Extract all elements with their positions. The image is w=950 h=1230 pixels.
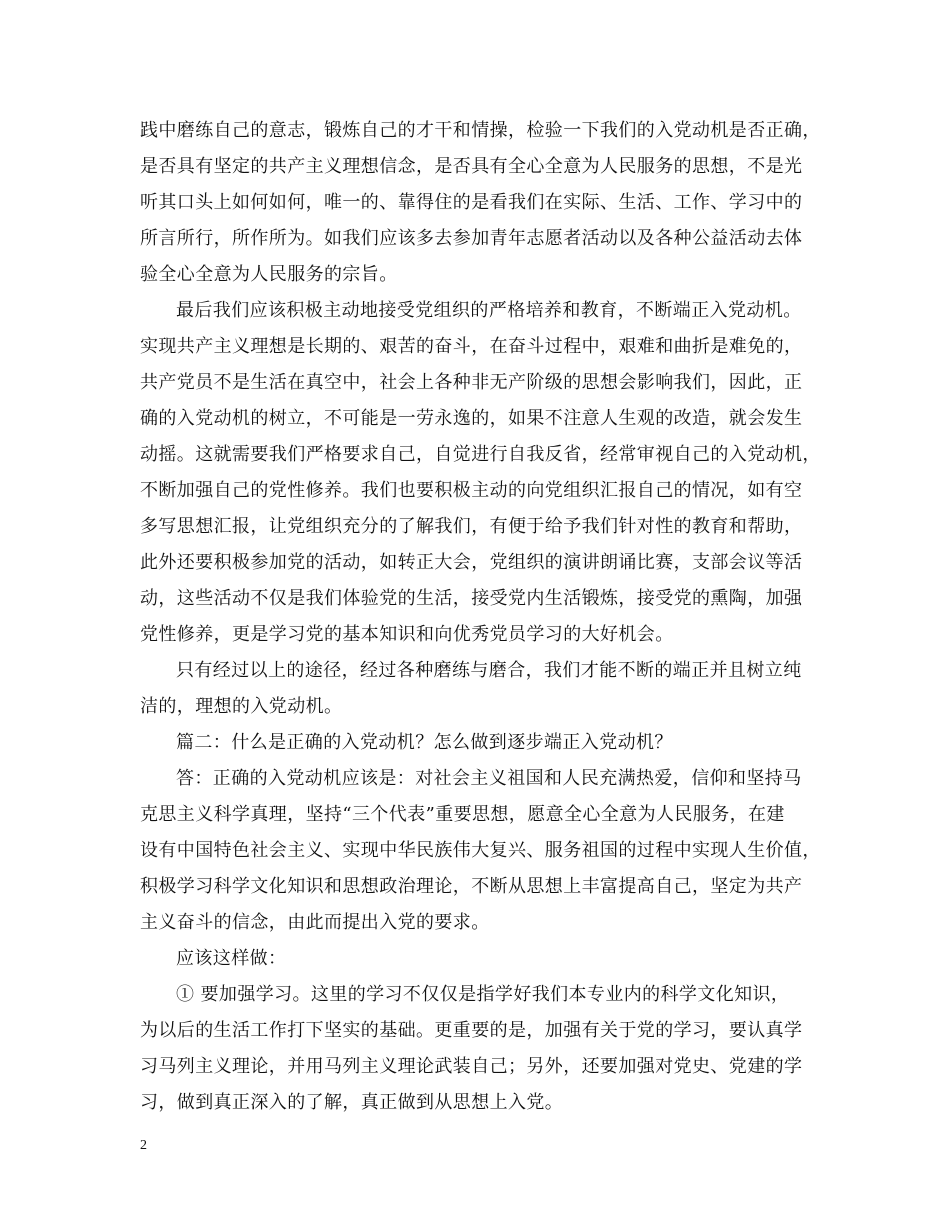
text-line: 应该这样做： [176, 948, 287, 969]
text-line: 习，做到真正深入的了解，真正做到从思想上入党。 [140, 1092, 564, 1113]
text-line: 所言所行，所作所为。如我们应该多去参加青年志愿者活动以及各种公益活动去体 [140, 228, 803, 249]
text-line: 主义奋斗的信念，由此而提出入党的要求。 [140, 912, 490, 933]
text-line: 只有经过以上的途径，经过各种磨练与磨合，我们才能不断的端正并且树立纯 [176, 660, 802, 681]
text-line: 是否具有坚定的共产主义理想信念，是否具有全心全意为人民服务的思想，不是光 [140, 156, 803, 177]
text-line: 动，这些活动不仅是我们体验党的生活，接受党内生活锻炼，接受党的熏陶，加强 [140, 588, 803, 609]
text-line: 实现共产主义理想是长期的、艰苦的奋斗，在奋斗过程中，艰难和曲折是难免的， [140, 336, 803, 357]
paragraph [140, 977, 840, 1121]
paragraph [140, 653, 840, 725]
paragraph [140, 293, 840, 653]
paragraph [140, 113, 840, 293]
text-line: 验全心全意为人民服务的宗旨。 [140, 264, 398, 285]
document-body [140, 113, 840, 1121]
text-line: 洁的，理想的入党动机。 [140, 696, 343, 717]
text-line: 答：正确的入党动机应该是：对社会主义祖国和人民充满热爱，信仰和坚持马 [176, 768, 802, 789]
text-line: 习马列主义理论，并用马列主义理论武装自己；另外，还要加强对党史、党建的学 [140, 1056, 803, 1077]
text-line: 不断加强自己的党性修养。我们也要积极主动的向党组织汇报自己的情况，如有空 [140, 480, 803, 501]
text-line: 多写思想汇报，让党组织充分的了解我们，有便于给予我们针对性的教育和帮助， [140, 516, 803, 537]
text-line: 最后我们应该积极主动地接受党组织的严格培养和教育，不断端正入党动机。 [176, 300, 802, 321]
text-line: ① 要加强学习。这里的学习不仅仅是指学好我们本专业内的科学文化知识， [176, 984, 790, 1005]
text-line: 此外还要积极参加党的活动，如转正大会，党组织的演讲朗诵比赛，支部会议等活 [140, 552, 803, 573]
paragraph [140, 761, 840, 941]
text-line: 设有中国特色社会主义、实现中华民族伟大复兴、服务祖国的过程中实现人生价值， [140, 840, 821, 861]
page-number: 2 [140, 1138, 147, 1153]
text-line: 践中磨练自己的意志，锻炼自己的才干和情操，检验一下我们的入党动机是否正确， [140, 120, 821, 141]
paragraph [140, 941, 840, 977]
text-line: 动摇。这就需要我们严格要求自己，自觉进行自我反省，经常审视自己的入党动机， [140, 444, 821, 465]
text-line: 听其口头上如何如何，唯一的、靠得住的是看我们在实际、生活、工作、学习中的 [140, 192, 803, 213]
text-line: 积极学习科学文化知识和思想政治理论，不断从思想上丰富提高自己，坚定为共产 [140, 876, 803, 897]
text-line: 共产党员不是生活在真空中，社会上各种非无产阶级的思想会影响我们，因此，正 [140, 372, 803, 393]
text-line: 党性修养，更是学习党的基本知识和向优秀党员学习的大好机会。 [140, 624, 674, 645]
text-line: 篇二：什么是正确的入党动机？怎么做到逐步端正入党动机？ [176, 732, 673, 753]
paragraph [140, 725, 840, 761]
text-line: 克思主义科学真理，坚持“三个代表”重要思想，愿意全心全意为人民服务，在建 [140, 804, 785, 825]
text-line: 确的入党动机的树立，不可能是一劳永逸的，如果不注意人生观的改造，就会发生 [140, 408, 803, 429]
text-line: 为以后的生活工作打下坚实的基础。更重要的是，加强有关于党的学习，要认真学 [140, 1020, 803, 1041]
